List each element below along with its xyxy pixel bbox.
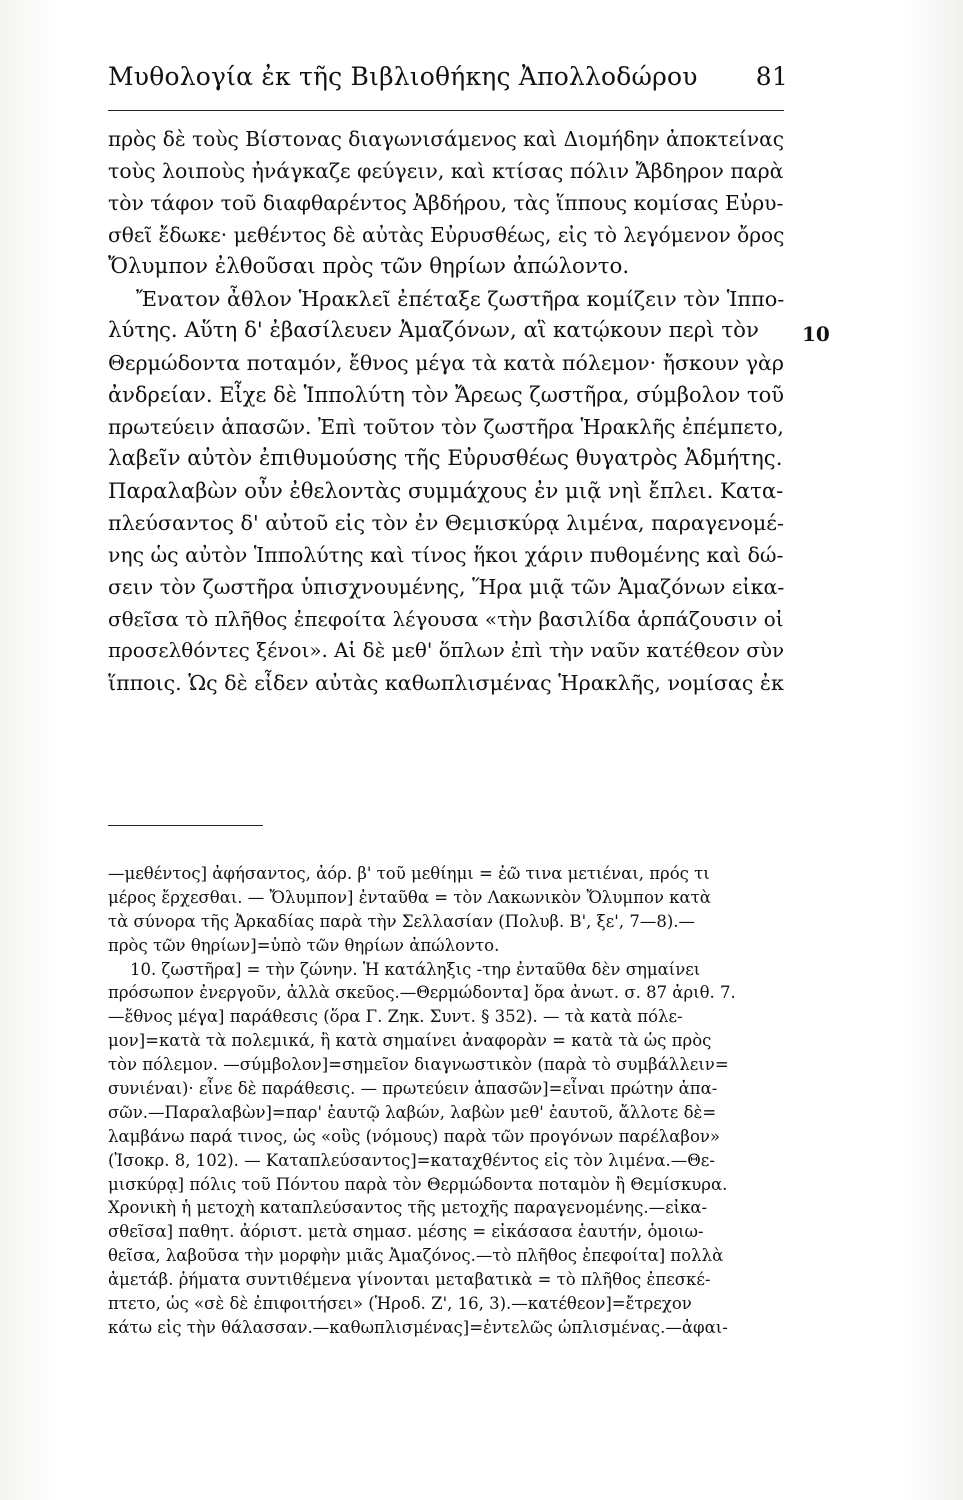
text-line: λύτης. Αὕτη δ' ἐβασίλευεν Ἀμαζόνων, αἳ κατῴκουν περὶ τὸν — [108, 318, 759, 343]
text-line: λαβεῖν αὐτὸν ἐπιθυμούσης τῆς Εὐρυσθέως θυγατρὸς Ἀδμήτης. — [108, 446, 783, 471]
footnote-line: τὸν πόλεμον. —σύμβολον]=σημεῖον διαγνωστικὸν (παρὰ τὸ συμβάλλειν= — [108, 1055, 729, 1075]
footnote-line: —μεθέντος] ἀφήσαντος, ἀόρ. β' τοῦ μεθίημι = ἐῶ τινα μετιέναι, πρός τι — [108, 864, 710, 883]
text-line: πλεύσαντος δ' αὐτοῦ εἰς τὸν ἐν Θεμισκύρᾳ λιμένα, παραγενομέ- — [108, 511, 784, 535]
text-line: σθεῖσα τὸ πλῆθος ἐπεφοίτα λέγουσα «τὴν βασιλίδα ἁρπάζουσιν οἱ — [108, 607, 784, 631]
running-header — [108, 62, 788, 108]
text-line: σθεῖ ἔδωκε· μεθέντος δὲ αὐτὰς Εὐρυσθέως, εἰς τὸ λεγόμενον ὄρος — [108, 223, 785, 247]
footnote-line: Χρονικὴ ἡ μετοχὴ καταπλεύσαντος τῆς μετοχῆς παραγενομένης.—εἰκα- — [108, 1198, 708, 1218]
footnote-line: πρὸς τῶν θηρίων]=ὑπὸ τῶν θηρίων ἀπώλοντο. — [108, 935, 500, 955]
footnote-line: ἀμετάβ. ῥήματα συντιθέμενα γίνονται μεταβατικὰ = τὸ πλῆθος ἐπεσκέ- — [108, 1270, 711, 1290]
footnote-line: 10. ζωστῆρα] = τὴν ζώνην. Ἡ κατάληξις -τηρ ἐνταῦθα δὲν σημαίνει — [130, 959, 701, 979]
footnote-line: συνιέναι)· εἶνε δὲ παράθεσις. — πρωτεύειν ἁπασῶν]=εἶναι πρώτην ἁπα- — [108, 1079, 718, 1099]
text-line: τὸν τάφον τοῦ διαφθαρέντος Ἀβδήρου, τὰς ἵππους κομίσας Εὐρυ- — [108, 191, 784, 215]
text-line: ἀνδρείαν. Εἶχε δὲ Ἱππολύτη τὸν Ἄρεως ζωστῆρα, σύμβολον τοῦ — [108, 383, 784, 407]
footnote-line: πτετο, ὡς «σὲ δὲ ἐπιφοιτήσει» (Ἡροδ. Ζ', 16, 3).—κατέθεον]=ἔτρεχον — [108, 1294, 692, 1314]
text-line: Ἔνατον ἆθλον Ἡρακλεῖ ἐπέταξε ζωστῆρα κομίζειν τὸν Ἱππο- — [136, 287, 785, 311]
footnote-line: μον]=κατὰ τὰ πολεμικά, ἢ κατὰ σημαίνει ἀναφορὰν = κατὰ τὰ ὡς πρὸς — [108, 1031, 712, 1051]
footnote-line: σῶν.—Παραλαβὼν]=παρ' ἑαυτῷ λαβών, λαβὼν μεθ' ἑαυτοῦ, ἄλλοτε δὲ= — [108, 1102, 717, 1122]
footnote-rule — [108, 825, 263, 826]
footnote-line: σθεῖσα] παθητ. ἀόριστ. μετὰ σημασ. μέσης = εἰκάσασα ἑαυτήν, ὁμοιω- — [108, 1222, 704, 1242]
footnotes — [108, 862, 793, 1340]
footnote-line: τὰ σύνορα τῆς Ἀρκαδίας παρὰ τὴν Σελλασίαν (Πολυβ. Β', ξε', 7—8).— — [108, 911, 696, 931]
text-line: νης ὡς αὐτὸν Ἱππολύτης καὶ τίνος ἥκοι χάριν πυθομένης καὶ δώ- — [108, 543, 784, 567]
text-line: ἵπποις. Ὡς δὲ εἶδεν αὐτὰς καθωπλισμένας Ἡρακλῆς, νομίσας ἐκ — [108, 671, 784, 695]
text-line: Παραλαβὼν οὖν ἐθελοντὰς συμμάχους ἐν μιᾷ νηὶ ἔπλει. Κατα- — [108, 478, 784, 503]
text-line: Ὄλυμπον ἐλθοῦσαι πρὸς τῶν θηρίων ἀπώλοντο. — [108, 254, 630, 279]
text-line: Θερμώδοντα ποταμόν, ἔθνος μέγα τὰ κατὰ πόλεμον· ἤσκουν γὰρ — [108, 351, 784, 375]
footnote-line: κάτω εἰς τὴν θάλασσαν.—καθωπλισμένας]=ἐντελῶς ὡπλισμένας.—ἀφαι- — [108, 1317, 728, 1337]
text-line: πρὸς δὲ τοὺς Βίστονας διαγωνισάμενος καὶ Διομήδην ἀποκτείνας — [108, 127, 784, 151]
main-text — [108, 123, 788, 699]
footnote-line: μισκύρᾳ] πόλις τοῦ Πόντου παρὰ τὸν Θερμώδοντα ποταμὸν ἢ Θεμίσκυρα. — [108, 1174, 728, 1194]
text-line: τοὺς λοιποὺς ἠνάγκαζε φεύγειν, καὶ κτίσας πόλιν Ἄβδηρον παρὰ — [108, 159, 784, 183]
header-rule — [108, 110, 784, 111]
footnote-line: θεῖσα, λαβοῦσα τὴν μορφὴν μιᾶς Ἀμαζόνος.—τὸ πλῆθος ἐπεφοίτα] πολλὰ — [108, 1246, 724, 1266]
footnote-line: λαμβάνω παρά τινος, ὡς «οὓς (νόμους) παρὰ τῶν προγόνων παρέλαβον» — [108, 1126, 720, 1146]
footnote-line: μέρος ἔρχεσθαι. — Ὄλυμπον] ἐνταῦθα = τὸν Λακωνικὸν Ὄλυμπον κατὰ — [108, 887, 711, 907]
text-line: πρωτεύειν ἁπασῶν. Ἐπὶ τοῦτον τὸν ζωστῆρα Ἡρακλῆς ἐπέμπετο, — [108, 415, 784, 439]
page-number: 81 — [755, 62, 788, 91]
text-line: προσελθόντες ξένοι». Αἱ δὲ μεθ' ὅπλων ἐπὶ τὴν ναῦν κατέθεον σὺν — [108, 639, 785, 662]
text-line: σειν τὸν ζωστῆρα ὑπισχνουμένης, Ἥρα μιᾷ τῶν Ἀμαζόνων εἰκα- — [108, 575, 785, 599]
running-title: Μυθολογία ἐκ τῆς Βιβλιοθήκης Ἀπολλοδώρου — [108, 62, 698, 91]
margin-line-number: 10 — [802, 322, 830, 346]
footnote-line: πρόσωπον ἐνεργοῦν, ἀλλὰ σκεῦος.—Θερμώδοντα] ὅρα ἀνωτ. σ. 87 ἀριθ. 7. — [108, 983, 736, 1003]
footnote-line: —ἔθνος μέγα] παράθεσις (ὅρα Γ. Ζηκ. Συντ. § 352). — τὰ κατὰ πόλε- — [108, 1007, 683, 1027]
footnote-line: (Ἰσοκρ. 8, 102). — Καταπλεύσαντος]=καταχθέντος εἰς τὸν λιμένα.—Θε- — [108, 1150, 715, 1170]
